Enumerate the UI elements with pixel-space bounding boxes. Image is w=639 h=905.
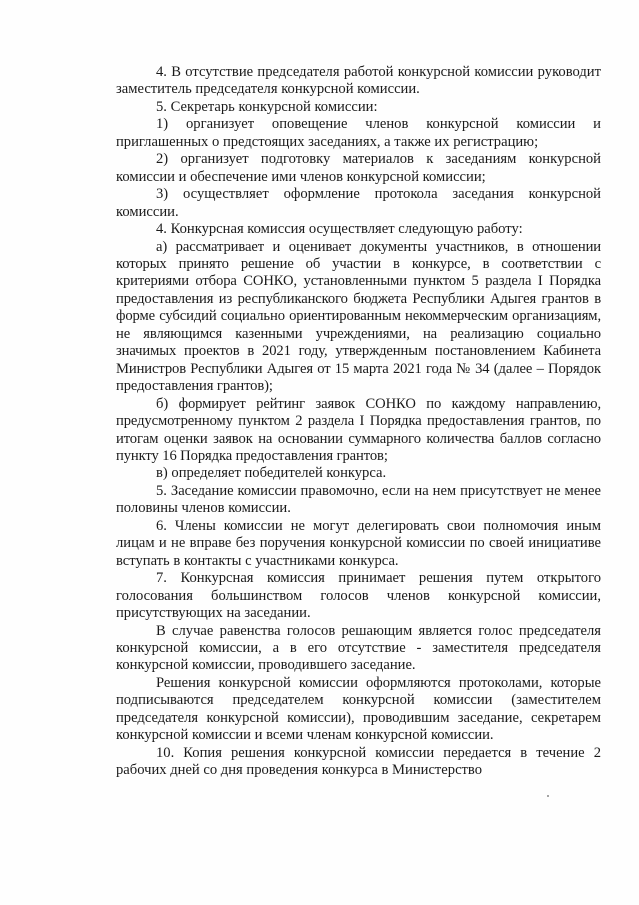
- paragraph-decisions-protocols: Решения конкурсной комиссии оформляются протоколами, которые подписываются председателем конкурсной комиссии (заместителем председателя конкурсной комиссии), проводившим заседание, секретарем конкурсной комиссии и всеми членам конкурсной комиссии.: [116, 674, 601, 744]
- paragraph-5-2-materials: 2) организует подготовку материалов к заседаниям конкурсной комиссии и обеспечение ими членов конкурсной комиссии;: [116, 151, 601, 185]
- paragraph-a-review-documents: а) рассматривает и оценивает документы участников, в отношении которых принято решение об участии в конкурсе, в соответствии с критериями отбора СОНКО, установленными пунктом 5 раздела I Порядка предоставления из республиканского бюджета Республики Адыгея грантов в форме субсидий социально ориентированным некоммерческим организациям, не являющимся казенными учреждениями, на реализацию социально значимых проектов в 2021 году, утвержденным постановлением Кабинета Министров Республики Адыгея от 15 марта 2021 года № 34 (далее – Порядок предоставления грантов);: [116, 238, 601, 395]
- paragraph-7-voting: 7. Конкурсная комиссия принимает решения путем открытого голосования большинством голосов членов конкурсной комиссии, присутствующих на заседании.: [116, 570, 601, 622]
- scan-speck: [547, 795, 549, 797]
- paragraph-tie-vote: В случае равенства голосов решающим является голос председателя конкурсной комиссии, а в его отсутствие - заместителя председателя конкурсной комиссии, проводившего заседание.: [116, 622, 601, 674]
- document-body: [116, 64, 601, 780]
- paragraph-b-rating: б) формирует рейтинг заявок СОНКО по каждому направлению, предусмотренному пунктом 2 раздела I Порядка предоставления грантов, по итогам оценки заявок на основании суммарного количества баллов согласно пункту 16 Порядка предоставления грантов;: [116, 395, 601, 464]
- paragraph-4-commission-work: 4. Конкурсная комиссия осуществляет следующую работу:: [156, 221, 523, 238]
- paragraph-4-chair-absence: 4. В отсутствие председателя работой конкурсной комиссии руководит заместитель председателя конкурсной комиссии.: [116, 64, 601, 98]
- paragraph-5-3-protocol: 3) осуществляет оформление протокола заседания конкурсной комиссии.: [116, 186, 601, 220]
- paragraph-5-1-notification: 1) организует оповещение членов конкурсной комиссии и приглашенных о предстоящих заседаниях, а также их регистрацию;: [116, 116, 601, 150]
- paragraph-5-secretary: 5. Секретарь конкурсной комиссии:: [156, 98, 378, 115]
- paragraph-10-copy-decision: 10. Копия решения конкурсной комиссии передается в течение 2 рабочих дней со дня проведения конкурса в Министерство: [116, 744, 601, 779]
- paragraph-5-quorum: 5. Заседание комиссии правомочно, если на нем присутствует не менее половины членов комиссии.: [116, 482, 601, 517]
- paragraph-v-winners: в) определяет победителей конкурса.: [156, 465, 387, 482]
- paragraph-6-delegation: 6. Члены комиссии не могут делегировать свои полномочия иным лицам и не вправе без поручения конкурсной комиссии по своей инициативе вступать в контакты с участниками конкурса.: [116, 517, 601, 569]
